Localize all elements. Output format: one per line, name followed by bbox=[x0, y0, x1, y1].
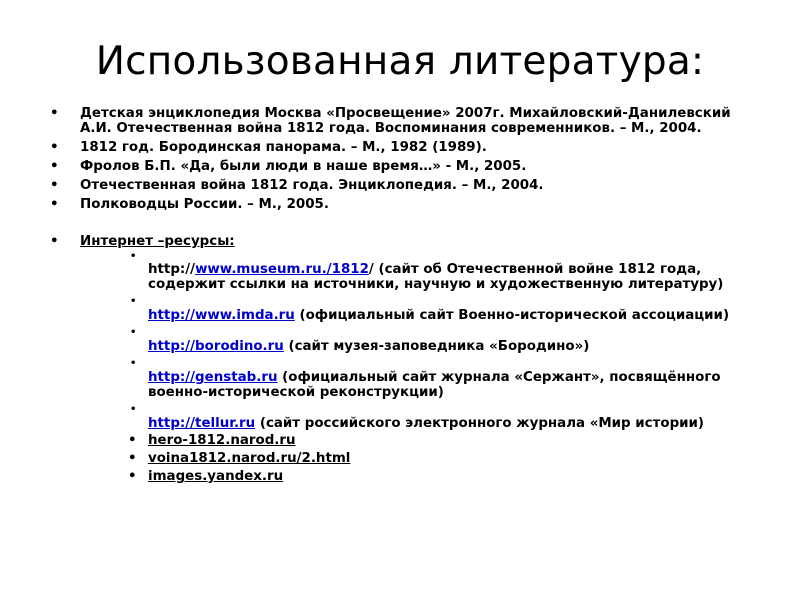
bullet-icon: • bbox=[50, 197, 59, 212]
web-resource-link[interactable]: http://genstab.ru bbox=[148, 370, 278, 385]
bullet-icon: • bbox=[50, 178, 59, 193]
bibliography-text: Полководцы России. – М., 2005. bbox=[80, 197, 329, 212]
content-area bbox=[50, 106, 750, 488]
web-resource-link[interactable]: www.museum.ru./1812 bbox=[195, 262, 369, 277]
web-resource-description: (официальный сайт Военно-исторической ассоциации) bbox=[294, 308, 730, 323]
bullet-icon: • bbox=[128, 433, 137, 448]
bullet-icon: • bbox=[50, 140, 59, 155]
bibliography-text: Детская энциклопедия Москва «Просвещение» 2007г. Михайловский-Данилевский А.И. Отечественная война 1812 года. Воспоминания современников. – М., 2004. bbox=[80, 106, 731, 136]
bibliography-item bbox=[50, 178, 750, 193]
web-resource-link[interactable]: voina1812.narod.ru/2.html bbox=[148, 451, 351, 466]
web-resource-item bbox=[128, 325, 750, 354]
bullet-icon: • bbox=[130, 358, 137, 369]
bullet-icon: • bbox=[128, 469, 137, 484]
bibliography-item bbox=[50, 197, 750, 212]
bullet-icon: • bbox=[50, 106, 59, 121]
web-resource-item bbox=[128, 356, 750, 400]
bullet-icon: • bbox=[130, 404, 137, 415]
web-resource-item bbox=[128, 402, 750, 431]
bullet-icon: • bbox=[50, 159, 59, 174]
web-resource-link[interactable]: http://borodino.ru bbox=[148, 339, 284, 354]
web-resource-link[interactable]: hero-1812.narod.ru bbox=[148, 433, 296, 448]
web-resource-description: / (сайт об Отечественной войне 1812 года, содержит ссылки на источники, научную и художественную литературу) bbox=[148, 262, 724, 292]
web-resource-item bbox=[128, 249, 750, 292]
bullet-icon: • bbox=[130, 251, 137, 262]
bibliography-text: 1812 год. Бородинская панорама. – М., 1982 (1989). bbox=[80, 140, 487, 155]
bibliography-text: Фролов Б.П. «Да, были люди в наше время…» - М., 2005. bbox=[80, 159, 527, 174]
web-resource-link[interactable]: images.yandex.ru bbox=[148, 469, 284, 484]
web-resource-item bbox=[128, 294, 750, 323]
bullet-icon: • bbox=[130, 327, 137, 338]
internet-resources-heading: Интернет –ресурсы: bbox=[80, 234, 235, 249]
web-resource-prefix: http:// bbox=[148, 262, 196, 277]
slide-title: Использованная литература: bbox=[95, 39, 705, 84]
bibliography-item bbox=[50, 159, 750, 174]
web-resource-description: (сайт музея-заповедника «Бородино») bbox=[283, 339, 590, 354]
web-resource-item bbox=[128, 469, 750, 484]
web-resource-description: (сайт российского электронного журнала «Мир истории) bbox=[255, 416, 705, 431]
bibliography-text: Отечественная война 1812 года. Энциклопедия. – М., 2004. bbox=[80, 178, 544, 193]
bibliography-item bbox=[50, 106, 750, 136]
web-resource-link[interactable]: http://tellur.ru bbox=[148, 416, 256, 431]
bibliography-list bbox=[50, 106, 750, 484]
web-resource-link[interactable]: http://www.imda.ru bbox=[148, 308, 295, 323]
bullet-icon: • bbox=[128, 451, 137, 466]
bullet-icon: • bbox=[50, 234, 59, 249]
bullet-icon: • bbox=[130, 296, 137, 307]
web-resource-item bbox=[128, 451, 750, 466]
internet-resources-item bbox=[50, 234, 750, 484]
web-resource-description: (официальный сайт журнала «Сержант», посвящённого военно-исторической реконструкции) bbox=[148, 370, 721, 400]
web-resources-list bbox=[80, 249, 750, 484]
web-resource-item bbox=[128, 433, 750, 448]
bibliography-item bbox=[50, 140, 750, 155]
